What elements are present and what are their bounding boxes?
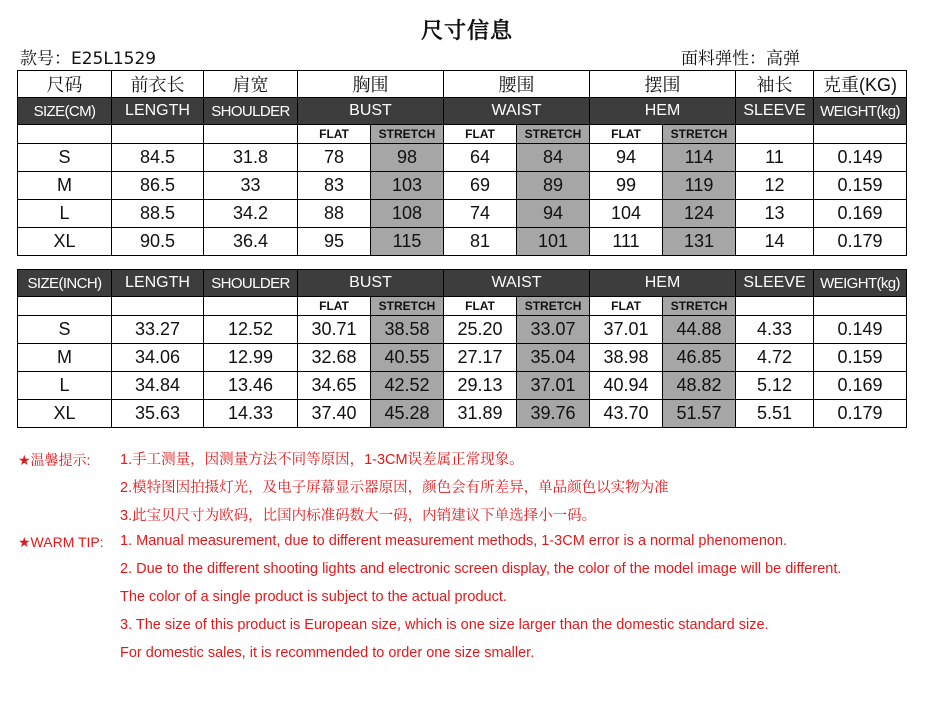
cn-header-size: 尺码	[18, 71, 112, 98]
note-cn-3: 3.此宝贝尺寸为欧码，比国内标准码数大一码，内销建议下单选择小一码。	[120, 508, 597, 524]
measurement-cell: 33.27	[112, 316, 204, 344]
measurement-cell: 0.149	[814, 316, 907, 344]
measurement-cell: 34.2	[204, 200, 298, 228]
measurement-cell: 78	[298, 144, 371, 172]
header-waist: WAIST	[444, 98, 590, 125]
measurement-cell: 83	[298, 172, 371, 200]
measurement-cell: 0.159	[814, 172, 907, 200]
measurement-cell: 37.01	[517, 372, 590, 400]
measurement-cell: 40.94	[590, 372, 663, 400]
measurement-cell: 94	[590, 144, 663, 172]
header-weight: WEIGHT(kg)	[814, 270, 907, 297]
cn-header-sleeve: 袖长	[736, 71, 814, 98]
measurement-cell: 131	[663, 228, 736, 256]
table-row	[18, 400, 907, 428]
measurement-cell: 11	[736, 144, 814, 172]
measurement-cell: 40.55	[371, 344, 444, 372]
measurement-cell: 0.169	[814, 372, 907, 400]
size-label-cell: S	[18, 316, 112, 344]
header-length: LENGTH	[112, 98, 204, 125]
measurement-cell: 42.52	[371, 372, 444, 400]
sub-flat: FLAT	[298, 297, 371, 316]
measurement-cell: 44.88	[663, 316, 736, 344]
inch-table-body	[18, 316, 907, 428]
measurement-cell: 46.85	[663, 344, 736, 372]
header-size: SIZE(CM)	[18, 98, 112, 125]
size-table-cm	[17, 70, 907, 256]
table-row	[18, 372, 907, 400]
header-weight: WEIGHT(kg)	[814, 98, 907, 125]
measurement-cell: 98	[371, 144, 444, 172]
measurement-cell: 29.13	[444, 372, 517, 400]
measurement-cell: 108	[371, 200, 444, 228]
size-label-cell: XL	[18, 400, 112, 428]
cn-header-weight: 克重(KG)	[814, 71, 907, 98]
page-title: 尺寸信息	[420, 19, 513, 44]
measurement-cell: 37.01	[590, 316, 663, 344]
en-header-row	[18, 98, 907, 125]
measurement-cell: 36.4	[204, 228, 298, 256]
measurement-cell: 0.159	[814, 344, 907, 372]
measurement-cell: 35.04	[517, 344, 590, 372]
measurement-cell: 27.17	[444, 344, 517, 372]
measurement-cell: 14	[736, 228, 814, 256]
sub-flat: FLAT	[298, 125, 371, 144]
measurement-cell: 115	[371, 228, 444, 256]
style-number: 款号：E25L1529	[20, 49, 157, 69]
cn-header-length: 前衣长	[112, 71, 204, 98]
sub-flat: FLAT	[444, 297, 517, 316]
header-size: SIZE(INCH)	[18, 270, 112, 297]
sub-stretch: STRETCH	[663, 125, 736, 144]
measurement-cell: 37.40	[298, 400, 371, 428]
sub-stretch: STRETCH	[371, 297, 444, 316]
measurement-cell: 64	[444, 144, 517, 172]
measurement-cell: 38.58	[371, 316, 444, 344]
warm-tip-cn-label: ★温馨提示:	[18, 452, 91, 468]
measurement-cell: 45.28	[371, 400, 444, 428]
sub-stretch: STRETCH	[517, 125, 590, 144]
note-en-3: 3. The size of this product is European size, which is one size larger than the domestic standard size.	[120, 617, 769, 633]
measurement-cell: 35.63	[112, 400, 204, 428]
header-hem: HEM	[590, 270, 736, 297]
header-shoulder: SHOULDER	[204, 98, 298, 125]
measurement-cell: 39.76	[517, 400, 590, 428]
cn-header-bust: 胸围	[298, 71, 444, 98]
measurement-cell: 12.52	[204, 316, 298, 344]
measurement-cell: 124	[663, 200, 736, 228]
table-row	[18, 228, 907, 256]
header-length: LENGTH	[112, 270, 204, 297]
measurement-cell: 84.5	[112, 144, 204, 172]
measurement-cell: 14.33	[204, 400, 298, 428]
measurement-cell: 4.72	[736, 344, 814, 372]
header-shoulder: SHOULDER	[204, 270, 298, 297]
sub-header-row	[18, 125, 907, 144]
measurement-cell: 31.89	[444, 400, 517, 428]
table-row	[18, 316, 907, 344]
measurement-cell: 0.149	[814, 144, 907, 172]
measurement-cell: 13	[736, 200, 814, 228]
measurement-cell: 12	[736, 172, 814, 200]
measurement-cell: 34.65	[298, 372, 371, 400]
header-hem: HEM	[590, 98, 736, 125]
measurement-cell: 88.5	[112, 200, 204, 228]
measurement-cell: 0.179	[814, 228, 907, 256]
table-row	[18, 344, 907, 372]
measurement-cell: 13.46	[204, 372, 298, 400]
measurement-cell: 5.51	[736, 400, 814, 428]
measurement-cell: 89	[517, 172, 590, 200]
header-bust: BUST	[298, 270, 444, 297]
measurement-cell: 33	[204, 172, 298, 200]
sub-stretch: STRETCH	[517, 297, 590, 316]
measurement-cell: 99	[590, 172, 663, 200]
measurement-cell: 38.98	[590, 344, 663, 372]
measurement-cell: 34.84	[112, 372, 204, 400]
sub-stretch: STRETCH	[663, 297, 736, 316]
note-cn-1: 1.手工测量，因测量方法不同等原因，1-3CM误差属正常现象。	[120, 452, 524, 468]
sub-flat: FLAT	[590, 125, 663, 144]
cm-table-body	[18, 144, 907, 256]
measurement-cell: 94	[517, 200, 590, 228]
measurement-cell: 111	[590, 228, 663, 256]
note-cn-2: 2.模特图因拍摄灯光，及电子屏幕显示器原因，颜色会有所差异，单品颜色以实物为准	[120, 480, 669, 496]
measurement-cell: 43.70	[590, 400, 663, 428]
measurement-cell: 33.07	[517, 316, 590, 344]
note-en-2b: The color of a single product is subject to the actual product.	[120, 589, 507, 605]
note-en-1: 1. Manual measurement, due to different measurement methods, 1-3CM error is a normal phenomenon.	[120, 533, 788, 549]
header-sleeve: SLEEVE	[736, 98, 814, 125]
size-label-cell: XL	[18, 228, 112, 256]
measurement-cell: 48.82	[663, 372, 736, 400]
fabric-elasticity: 面料弹性：高弹	[681, 49, 800, 69]
size-label-cell: S	[18, 144, 112, 172]
size-label-cell: L	[18, 372, 112, 400]
measurement-cell: 103	[371, 172, 444, 200]
cn-header-waist: 腰围	[444, 71, 590, 98]
header-bust: BUST	[298, 98, 444, 125]
cn-header-row	[18, 71, 907, 98]
measurement-cell: 84	[517, 144, 590, 172]
note-en-3b: For domestic sales, it is recommended to order one size smaller.	[120, 645, 535, 661]
sub-flat: FLAT	[444, 125, 517, 144]
warm-tip-en-label: ★WARM TIP:	[18, 534, 104, 550]
measurement-cell: 119	[663, 172, 736, 200]
measurement-cell: 69	[444, 172, 517, 200]
measurement-cell: 5.12	[736, 372, 814, 400]
measurement-cell: 12.99	[204, 344, 298, 372]
measurement-cell: 4.33	[736, 316, 814, 344]
measurement-cell: 101	[517, 228, 590, 256]
measurement-cell: 25.20	[444, 316, 517, 344]
sub-stretch: STRETCH	[371, 125, 444, 144]
sub-header-row	[18, 297, 907, 316]
measurement-cell: 95	[298, 228, 371, 256]
header-sleeve: SLEEVE	[736, 270, 814, 297]
table-row	[18, 144, 907, 172]
size-table-inch	[17, 269, 907, 428]
sub-flat: FLAT	[590, 297, 663, 316]
measurement-cell: 32.68	[298, 344, 371, 372]
table-row	[18, 200, 907, 228]
measurement-cell: 86.5	[112, 172, 204, 200]
measurement-cell: 0.169	[814, 200, 907, 228]
cn-header-shoulder: 肩宽	[204, 71, 298, 98]
size-label-cell: L	[18, 200, 112, 228]
header-waist: WAIST	[444, 270, 590, 297]
measurement-cell: 0.179	[814, 400, 907, 428]
measurement-cell: 90.5	[112, 228, 204, 256]
measurement-cell: 81	[444, 228, 517, 256]
measurement-cell: 114	[663, 144, 736, 172]
measurement-cell: 51.57	[663, 400, 736, 428]
note-en-2: 2. Due to the different shooting lights and electronic screen display, the color of the model image will be different.	[120, 561, 842, 577]
size-label-cell: M	[18, 344, 112, 372]
en-header-row	[18, 270, 907, 297]
table-row	[18, 172, 907, 200]
size-label-cell: M	[18, 172, 112, 200]
measurement-cell: 88	[298, 200, 371, 228]
measurement-cell: 34.06	[112, 344, 204, 372]
measurement-cell: 31.8	[204, 144, 298, 172]
cn-header-hem: 摆围	[590, 71, 736, 98]
measurement-cell: 30.71	[298, 316, 371, 344]
measurement-cell: 74	[444, 200, 517, 228]
measurement-cell: 104	[590, 200, 663, 228]
